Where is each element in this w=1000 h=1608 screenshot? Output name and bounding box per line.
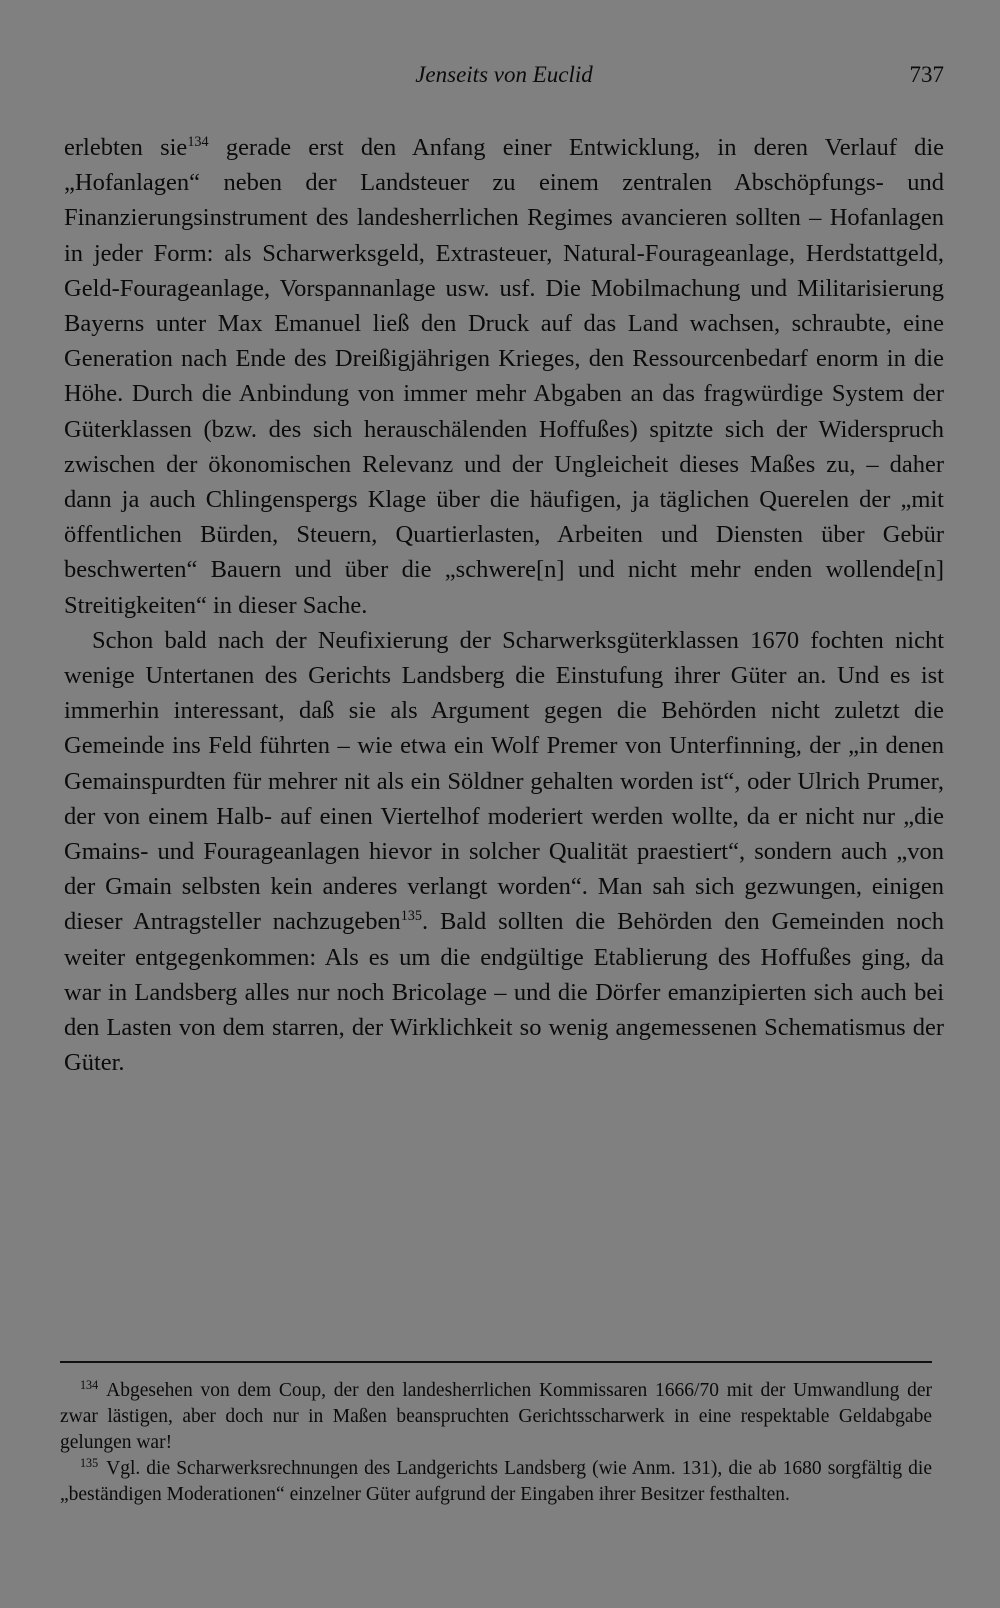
footnote-separator — [60, 1361, 932, 1363]
page-header — [64, 62, 944, 102]
footnote — [60, 1378, 932, 1456]
footnote-reference: 135 — [400, 908, 422, 925]
paragraph — [64, 623, 944, 1081]
footnote-reference: 134 — [187, 134, 209, 151]
footnotes — [60, 1378, 932, 1508]
paragraph-text: erlebten sie — [64, 134, 188, 161]
footnote-number: 135 — [80, 1455, 99, 1470]
footnote-text: Abgesehen von dem Coup, der den landesherrlichen Kommissaren 1666/70 mit der Umwandlung der zwar lästigen, aber doch nur in Maßen beanspruchten Gerichtsscharwerk in eine respektable Geldabgabe gelungen war! — [60, 1380, 932, 1453]
footnote-number: 134 — [80, 1377, 99, 1392]
paragraph-text: gerade erst den Anfang einer Entwicklung, in deren Verlauf die „Hofanlagen“ neben der Landsteuer zu einem zentralen Abschöpfungs- und Finanzierungsinstrument des landesherrlichen Regimes avancieren sollten – Hofanlagen in jeder Form: als Scharwerksgeld, Extrasteuer, Natural-Fourageanlage, Herdstattgeld, Geld-Fourageanlage, Vorspannanlage usw. usf. Die Mobilmachung und Militarisierung Bayerns unter Max Emanuel ließ den Druck auf das Land wachsen, schraubte, eine Generation nach Ende des Dreißigjährigen Krieges, den Ressourcenbedarf enorm in die Höhe. Durch die Anbindung von immer mehr Abgaben an das fragwürdige System der Güterklassen (bzw. des sich herauschälenden Hoffußes) spitzte sich der Widerspruch zwischen der ökonomischen Relevanz und der Ungleicheit dieses Maßes zu, – daher dann ja auch Chlingenspergs Klage über die häufigen, ja täglichen Querelen der „mit öffentlichen Bürden, Steuern, Quartierlasten, Arbeiten und Diensten über Gebür beschwerten“ Bauern und über die „schwere[n] und nicht mehr enden wollende[n] Streitigkeiten“ in dieser Sache. — [64, 134, 944, 619]
body-text — [64, 130, 944, 1080]
paragraph-text: Schon bald nach der Neufixierung der Scharwerksgüterklassen 1670 fochten nicht wenige Untertanen des Gerichts Landsberg die Einstufung ihrer Güter an. Und es ist immerhin interessant, daß sie als Argument gegen die Behörden nicht zuletzt die Gemeinde ins Feld führten – wie etwa ein Wolf Premer von Unterfinning, der „in denen Gemainspurdten für mehrer nit als ein Söldner gehalten worden ist“, oder Ulrich Prumer, der von einem Halb- auf einen Viertelhof moderiert werden wollte, da er nicht nur „die Gmains- und Fourageanlagen hievor in solcher Qualität praestiert“, sondern auch „von der Gmain selbsten kein anderes verlangt worden“. Man sah sich gezwungen, einigen dieser Antragsteller nachzugeben — [64, 626, 944, 936]
paragraph-text: . Bald sollten die Behörden den Gemeinden noch weiter entgegenkommen: Als es um die endgültige Etablierung des Hoffußes ging, da war in Landsberg alles nur noch Bricolage – und die Dörfer emanzipierten sich auch bei den Lasten von dem starren, der Wirklichkeit so wenig angemessenen Schematismus der Güter. — [64, 908, 944, 1077]
page-number: 737 — [909, 62, 944, 87]
paragraph — [64, 130, 944, 623]
footnote — [60, 1456, 932, 1508]
footnote-text: Vgl. die Scharwerksrechnungen des Landgerichts Landsberg (wie Anm. 131), die ab 1680 sorgfältig die „beständigen Moderationen“ einzelner Güter aufgrund der Eingaben ihrer Besitzer festhalten. — [60, 1458, 932, 1505]
running-title: Jenseits von Euclid — [415, 62, 593, 87]
